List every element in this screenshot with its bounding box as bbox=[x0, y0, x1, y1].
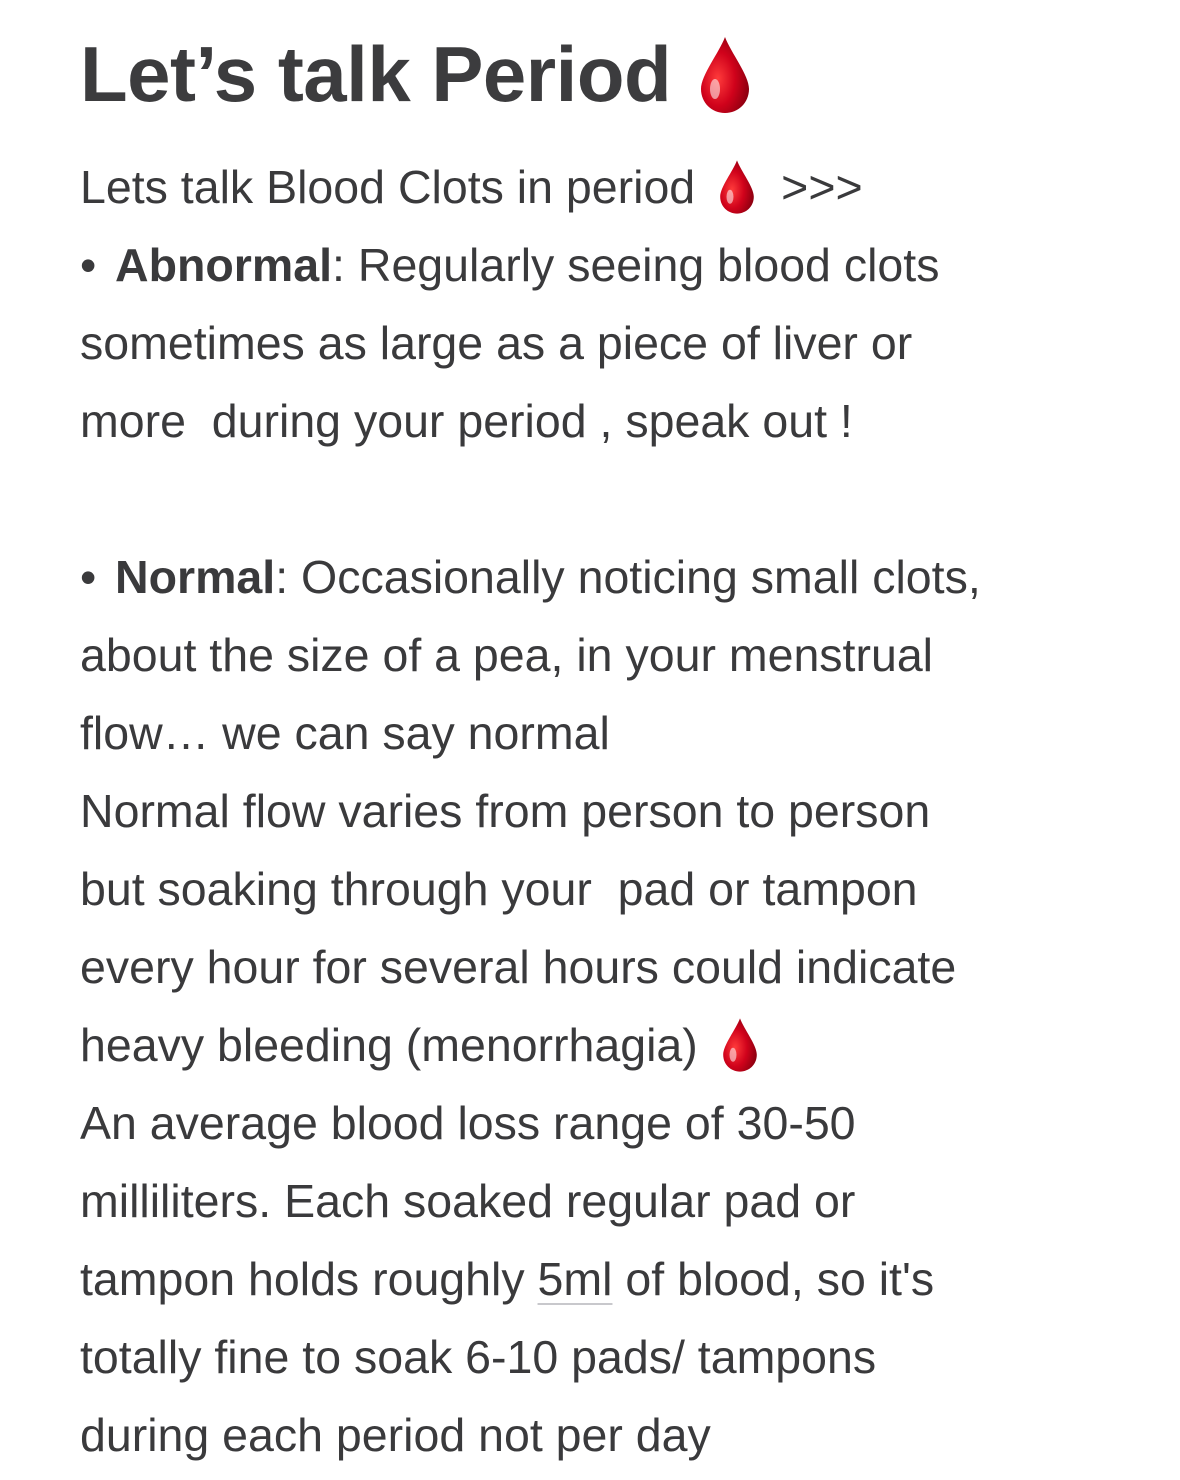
abnormal-line-1 bbox=[80, 226, 1140, 304]
blood-drop-icon bbox=[720, 1017, 760, 1073]
intro-text: Lets talk Blood Clots in period bbox=[80, 161, 696, 213]
intro-line bbox=[80, 148, 1140, 226]
abnormal-text-1: Regularly seeing blood clots bbox=[344, 239, 940, 291]
bullet-marker: • bbox=[80, 551, 97, 603]
bullet-marker: • bbox=[80, 239, 97, 291]
abnormal-colon: : bbox=[332, 239, 345, 291]
abnormal-line-2: sometimes as large as a piece of liver or bbox=[80, 317, 913, 369]
avg-line-4: totally fine to soak 6-10 pads/ tampons bbox=[80, 1331, 877, 1383]
abnormal-label: Abnormal bbox=[115, 239, 333, 291]
note-title bbox=[80, 28, 753, 120]
normal-line-3: flow… we can say normal bbox=[80, 707, 610, 759]
blood-drop-icon bbox=[697, 35, 753, 115]
normal-text-1: Occasionally noticing small clots, bbox=[288, 551, 981, 603]
avg-line-3 bbox=[80, 1240, 1140, 1318]
avg-text-3a: tampon holds roughly bbox=[80, 1253, 538, 1305]
flow-line-1: Normal flow varies from person to person bbox=[80, 785, 931, 837]
avg-line-5: during each period not per day bbox=[80, 1409, 711, 1461]
flow-line-4 bbox=[80, 1006, 1140, 1084]
flow-text-4: heavy bleeding (menorrhagia) bbox=[80, 1019, 698, 1071]
normal-line-2: about the size of a pea, in your menstrual bbox=[80, 629, 934, 681]
blood-drop-icon bbox=[717, 159, 757, 215]
detected-data-link[interactable]: 5ml bbox=[537, 1253, 613, 1305]
blank-line bbox=[80, 460, 1140, 538]
intro-suffix: >>> bbox=[781, 161, 863, 213]
avg-line-1: An average blood loss range of 30-50 bbox=[80, 1097, 856, 1149]
avg-text-3b: of blood, so it's bbox=[612, 1253, 935, 1305]
normal-line-1 bbox=[80, 538, 1140, 616]
note-body bbox=[80, 148, 1140, 1474]
abnormal-line-3: more during your period , speak out ! bbox=[80, 395, 853, 447]
normal-label: Normal bbox=[115, 551, 276, 603]
flow-line-2: but soaking through your pad or tampon bbox=[80, 863, 918, 915]
note-title-text: Let’s talk Period bbox=[80, 30, 672, 118]
avg-line-2: milliliters. Each soaked regular pad or bbox=[80, 1175, 856, 1227]
normal-colon: : bbox=[275, 551, 289, 603]
flow-line-3: every hour for several hours could indicate bbox=[80, 941, 957, 993]
